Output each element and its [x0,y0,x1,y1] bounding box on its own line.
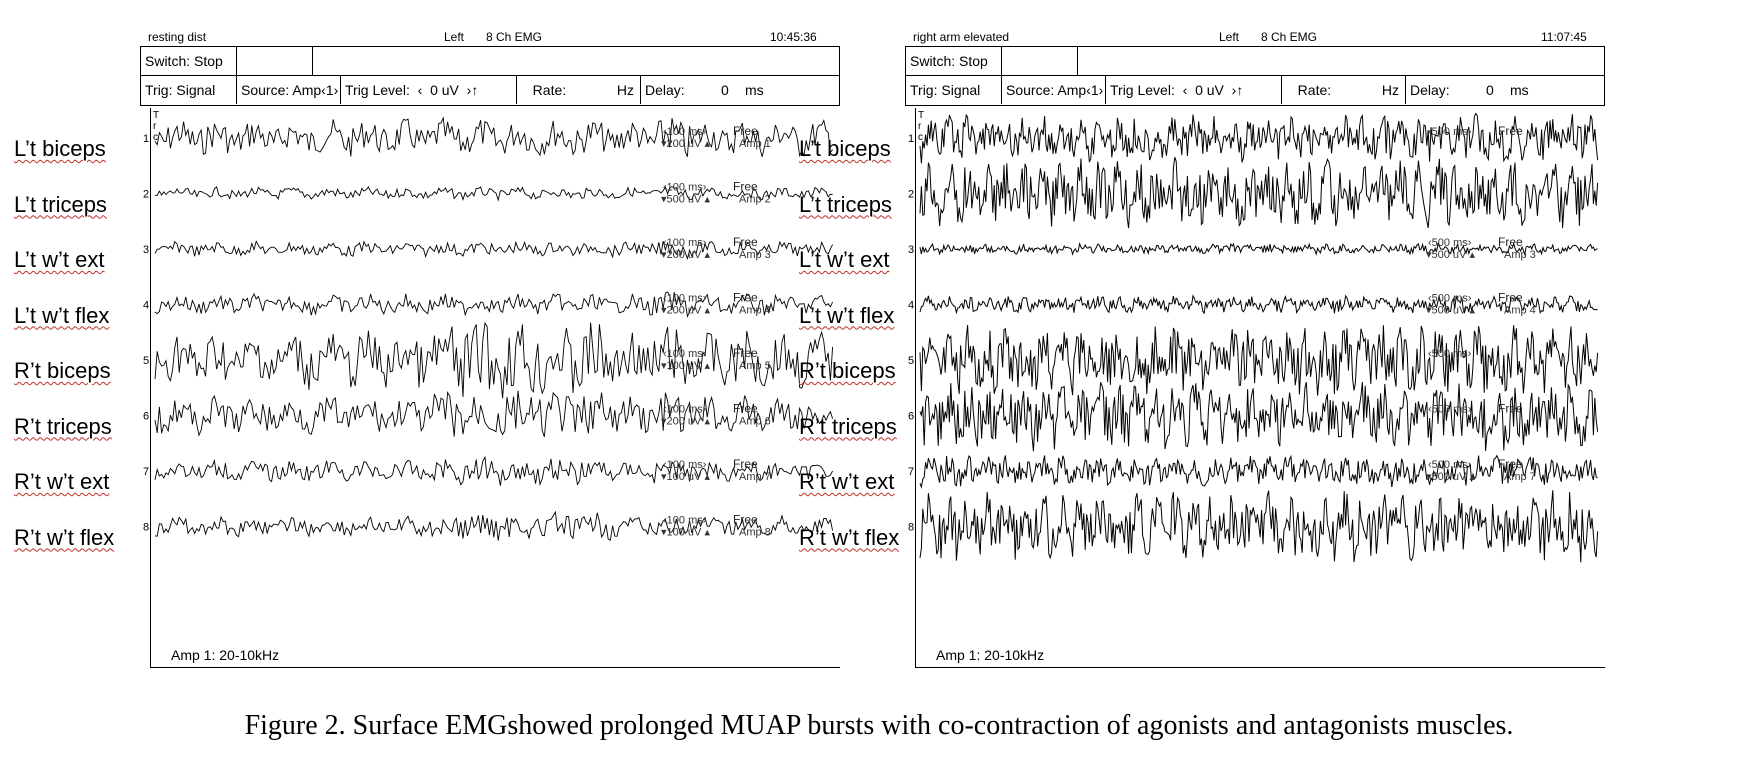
emg-trace [920,455,1598,487]
emg-panel-resting [0,18,817,682]
channel-timebase: ‹500 ms› [1428,459,1472,471]
side-label: Left [1219,30,1240,44]
channel-number: 6 [908,410,915,423]
channel-label-text: L’t w’t flex [14,302,110,328]
channel-amp: Amp 4 [739,304,771,317]
channel-timebase: ‹100 ms› [663,348,707,360]
source-control[interactable]: Source: Amp‹1› [237,76,341,104]
delay-label: Delay: [645,82,685,98]
trace-mode-letters: T r c [918,110,925,143]
channel-label-text: L’t w’t ext [799,247,890,272]
channel-label-text: R’t biceps [799,358,896,383]
emg-trace [155,118,833,157]
channel-timebase: ‹100 ms› [663,403,707,416]
control-row-switch [140,46,840,76]
delay-value: 0 [721,82,729,98]
rate-control[interactable] [517,76,641,104]
trig-control[interactable]: Trig: Signal [141,76,237,104]
channel-label-text: L’t triceps [799,191,892,217]
channel-mode: Free [733,124,758,138]
delay-value: 0 [1486,82,1494,98]
channel-label-text: L’t w’t flex [799,302,895,328]
channel-amp: Amp 6 [739,415,771,428]
channel-number: 1 [143,133,150,145]
channel-label [799,525,899,551]
channel-label [14,469,109,495]
trig-level-control[interactable]: Trig Level: ‹ 0 uV ›↑ [1106,76,1282,104]
channel-label-text: L’t biceps [799,136,891,161]
channel-gain: ▾100 uV ▴ [661,360,710,372]
channel-label-text: R’t biceps [14,358,111,383]
emg-traces-svg [908,108,1604,666]
channel-gain: ▾200 uV ▴ [661,249,710,261]
emg-screen [140,18,840,682]
channel-gain: ▾200 uV ▴ [661,304,710,317]
channel-amp: Amp 7 [739,471,771,483]
rate-unit: Hz [1381,82,1399,98]
channel-mode: Free [733,457,758,471]
condition-label: resting dist [148,30,207,44]
trace-mode-letters: T r c [153,110,160,143]
channel-timebase: ‹500 ms› [1428,348,1472,360]
channel-timebase: ‹100 ms› [663,181,707,194]
channel-timebase: ‹100 ms› [663,459,707,471]
switch-control[interactable]: Switch: Stop [906,47,1002,75]
channel-amp: Amp 8 [739,526,771,539]
channel-label [14,358,111,384]
delay-control[interactable] [1406,76,1606,104]
channel-amp: Amp 1 [739,138,771,150]
channel-label [799,414,897,440]
channel-mode: Free [733,346,758,360]
channel-label [14,136,106,162]
channel-mode: Free [1498,457,1523,471]
channel-number: 4 [143,299,150,312]
trace-area[interactable] [143,108,840,668]
channel-label-text: R’t triceps [14,413,112,439]
channel-number: 6 [143,410,150,423]
channel-number: 8 [908,521,915,534]
control-row-trigger [140,76,840,106]
time-label: 11:07:45 [1541,30,1587,44]
channel-amp: Amp 2 [739,193,771,206]
channel-number: 3 [908,244,915,256]
channel-label [14,525,114,551]
emg-trace [155,512,833,541]
amp-filter-note: Amp 1: 20-10kHz [171,647,280,663]
channel-number: 1 [908,133,915,145]
figure-caption: Figure 2. Surface EMGshowed prolonged MUAP bursts with co-contraction of agonists and antagonists muscles. [244,710,1514,741]
control-row-trigger [905,76,1605,106]
channel-number: 2 [143,188,150,201]
channel-label [799,247,889,273]
emg-trace [920,244,1598,255]
channel-number: 7 [143,466,150,478]
channel-amp: Amp 3 [1504,249,1536,261]
channel-label-text: R’t triceps [799,413,897,439]
rate-label: Rate: [1297,82,1332,98]
trig-level-value: 0 uV [1195,82,1224,98]
channel-mode: Free [733,179,758,194]
delay-unit: ms [1510,82,1529,98]
rate-control[interactable] [1282,76,1406,104]
emg-trace [155,323,833,399]
channel-mode: Free [1498,401,1523,416]
condition-label: right arm elevated [913,30,1010,44]
channel-gain: ▾200 uV ▴ [661,415,710,428]
delay-control[interactable] [641,76,841,104]
channel-gain: ▾500 uV ▴ [1426,471,1475,483]
channel-timebase: ‹100 ms› [663,126,707,138]
mode-label: 8 Ch EMG [1261,30,1318,44]
control-row-switch [905,46,1605,76]
channel-timebase: ‹500 ms› [1428,403,1472,416]
source-control[interactable]: Source: Amp‹1› [1002,76,1106,104]
trig-level-label: Trig Level: [345,82,410,98]
mode-label: 8 Ch EMG [486,30,543,44]
channel-number: 5 [143,355,150,367]
empty-cell [1002,47,1078,75]
emg-trace [920,382,1598,451]
channel-label-text: R’t w’t flex [14,524,115,550]
source-label: Source: Amp [1006,82,1087,98]
empty-cell [237,47,313,75]
channel-number: 8 [143,521,150,534]
emg-trace [155,187,833,200]
emg-trace [155,391,833,437]
source-value: 1 [325,82,334,98]
channel-label-text: R’t w’t flex [799,524,900,550]
switch-control[interactable]: Switch: Stop [141,47,237,75]
channel-amp: Amp 4 [1504,304,1536,317]
channel-timebase: ‹500 ms› [1428,237,1472,249]
channel-gain: ▾100 uV ▴ [661,526,710,539]
trig-level-control[interactable]: Trig Level: ‹ 0 uV ›↑ [341,76,517,104]
channel-gain: ▾200 uV ▴ [661,138,710,150]
emg-panel-elevated [799,18,1587,682]
source-label: Source: Amp [241,82,322,98]
channel-mode: Free [733,512,758,527]
source-value: 1 [1090,82,1099,98]
delay-label: Delay: [1410,82,1450,98]
channel-number: 5 [908,355,915,367]
channel-amp: Amp 5 [739,360,771,372]
channel-label [14,247,104,273]
emg-trace [155,457,833,486]
channel-number: 3 [143,244,150,256]
channel-label-text: R’t w’t ext [14,469,110,494]
emg-trace [920,325,1598,396]
channel-timebase: ‹100 ms› [663,514,707,527]
channel-gain: ▾500 uV ▴ [1426,249,1475,261]
channel-number: 4 [908,299,915,312]
channel-label [799,303,894,329]
channel-label [799,469,894,495]
channel-label [14,192,107,218]
time-label: 10:45:36 [770,30,817,44]
channel-gain: ▾500 uV ▴ [661,193,710,206]
channel-label [799,136,891,162]
channel-mode: Free [733,401,758,416]
channel-timebase: ‹100 ms› [663,292,707,305]
channel-label-text: L’t biceps [14,136,106,161]
channel-label [799,192,892,218]
emg-trace [920,157,1598,228]
channel-gain: ▾500 uV ▴ [1426,304,1475,317]
emg-trace [920,296,1598,314]
channel-label-text: L’t w’t ext [14,247,105,272]
trace-area[interactable] [908,108,1605,668]
channel-gain: ▾100 uV ▴ [661,471,710,483]
side-label: Left [444,30,465,44]
channel-label [14,414,112,440]
channel-mode: Free [733,235,758,249]
channel-timebase: ‹500 ms› [1428,292,1472,305]
channel-timebase: ‹100 ms› [663,237,707,249]
channel-label-text: L’t triceps [14,191,107,217]
channel-mode: Free [733,290,758,305]
channel-mode: Free [1498,290,1523,305]
channel-number: 7 [908,466,915,478]
channel-label-text: R’t w’t ext [799,469,895,494]
channel-timebase: ‹500 ms› [1428,126,1472,138]
trig-level-value: 0 uV [430,82,459,98]
emg-trace [920,490,1598,562]
channel-amp: Amp 3 [739,249,771,261]
channel-mode: Free [1498,235,1523,249]
rate-label: Rate: [532,82,567,98]
emg-trace [155,292,833,316]
trig-control[interactable]: Trig: Signal [906,76,1002,104]
emg-trace [155,241,833,259]
emg-traces-svg [143,108,839,666]
channel-number: 2 [908,188,915,201]
channel-mode: Free [1498,124,1523,138]
channel-label [799,358,896,384]
delay-unit: ms [745,82,764,98]
rate-unit: Hz [616,82,634,98]
channel-label [14,303,109,329]
channel-amp: Amp 7 [1504,471,1536,483]
emg-screen [905,18,1605,682]
emg-trace [920,114,1598,164]
amp-filter-note: Amp 1: 20-10kHz [936,647,1045,663]
trig-level-label: Trig Level: [1110,82,1175,98]
